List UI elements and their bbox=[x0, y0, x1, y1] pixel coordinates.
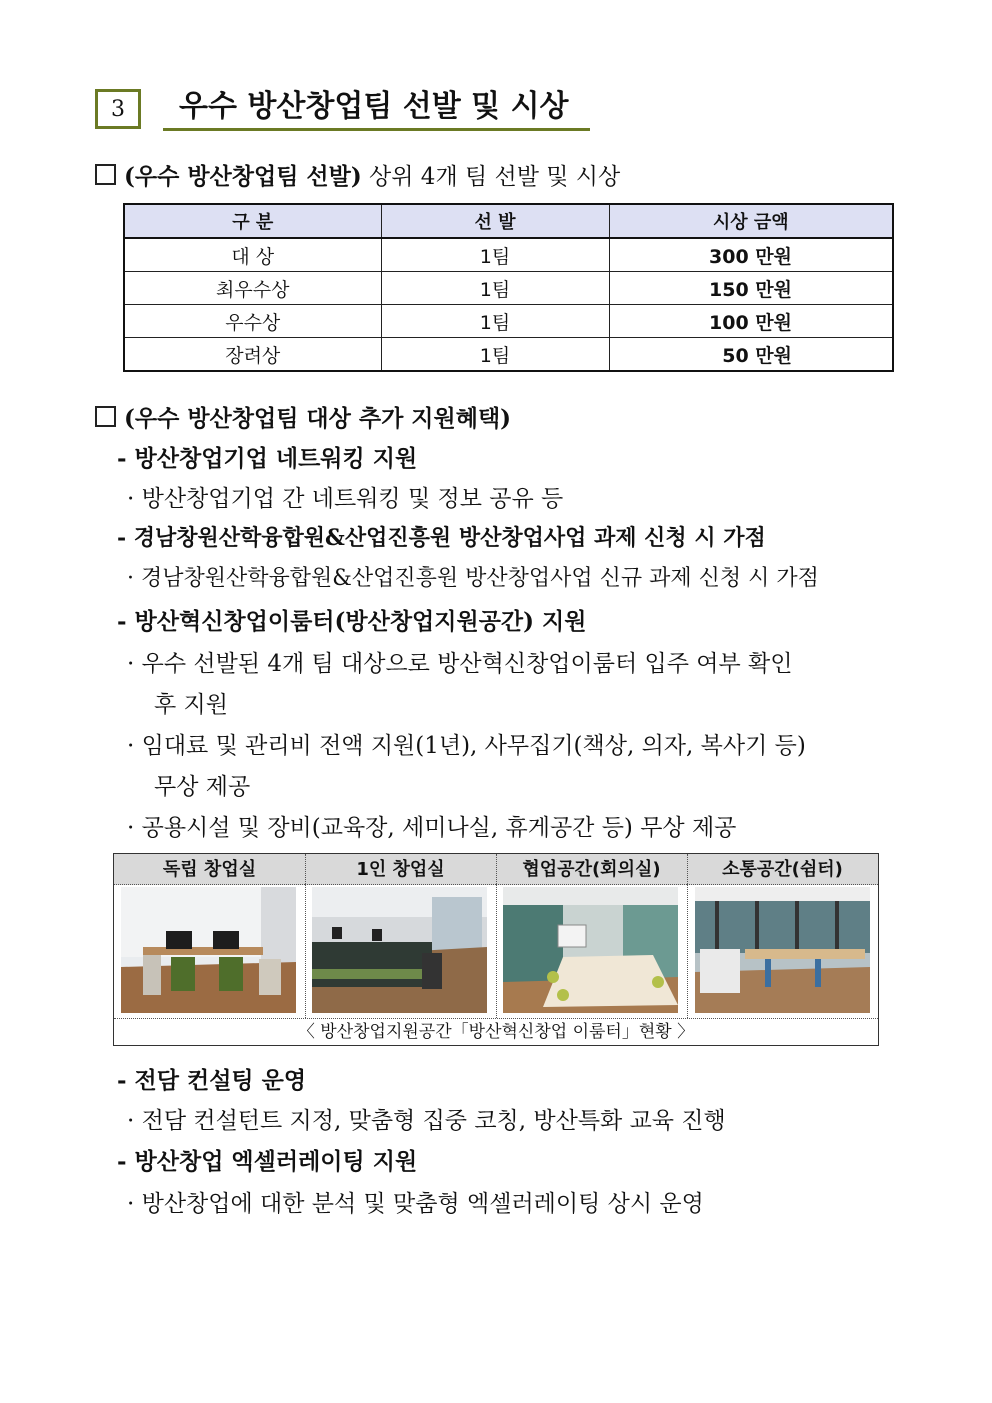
benefit-accelerating-bullet: · 방산창업에 대한 분석 및 맞춤형 엑셀러레이팅 상시 운영 bbox=[127, 1191, 704, 1217]
photo-header-single-office: 1인 창업실 bbox=[305, 854, 496, 885]
table-row bbox=[124, 338, 893, 372]
award-amount: 50 만원 bbox=[609, 338, 893, 372]
header-category: 구 분 bbox=[124, 204, 381, 238]
benefit-consulting-title: - 전담 컨설팅 운영 bbox=[117, 1067, 307, 1094]
benefit-space-bullet2-line1: · 임대료 및 관리비 전액 지원(1년), 사무집기(책상, 의자, 복사기 등) bbox=[127, 733, 806, 759]
benefit-networking-title: - 방산창업기업 네트워킹 지원 bbox=[117, 445, 418, 472]
benefit-space-bullet3: · 공용시설 및 장비(교육장, 세미나실, 휴게공간 등) 무상 제공 bbox=[127, 815, 737, 841]
award-amount: 300 만원 bbox=[609, 238, 893, 272]
photo-header-meeting-room: 협업공간(회의실) bbox=[496, 854, 687, 885]
checkbox-square-icon bbox=[95, 164, 116, 185]
award-name: 대 상 bbox=[124, 238, 381, 272]
selection-heading-text: 상위 4개 팀 선발 및 시상 bbox=[361, 164, 621, 190]
award-teams: 1팀 bbox=[381, 338, 609, 372]
awards-header-row bbox=[124, 204, 893, 238]
photo-private-office bbox=[121, 887, 296, 1013]
award-teams: 1팀 bbox=[381, 238, 609, 272]
selection-heading bbox=[95, 158, 620, 191]
award-name: 최우수상 bbox=[124, 272, 381, 305]
benefits-heading-text: (우수 방산창업팀 대상 추가 지원혜택) bbox=[124, 405, 512, 432]
photo-header-private-office: 독립 창업실 bbox=[114, 854, 305, 885]
header-amount: 시상 금액 bbox=[609, 204, 893, 238]
selection-heading-bold: (우수 방산창업팀 선발) bbox=[124, 163, 362, 190]
table-row bbox=[124, 238, 893, 272]
awards-table bbox=[123, 203, 894, 372]
header-selection: 선 발 bbox=[381, 204, 609, 238]
benefit-bonus-title: - 경남창원산학융합원&산업진흥원 방산창업사업 과제 신청 시 가점 bbox=[117, 525, 766, 551]
benefit-space-bullet1-line1: · 우수 선발된 4개 팀 대상으로 방산혁신창업이룸터 입주 여부 확인 bbox=[127, 651, 793, 677]
award-amount: 150 만원 bbox=[609, 272, 893, 305]
photo-header-lounge: 소통공간(쉼터) bbox=[687, 854, 878, 885]
photo-lounge bbox=[695, 887, 870, 1013]
photo-single-office bbox=[312, 887, 487, 1013]
benefit-space-bullet2-line2: 무상 제공 bbox=[154, 774, 251, 800]
benefit-networking-bullet: · 방산창업기업 간 네트워킹 및 정보 공유 등 bbox=[127, 486, 564, 512]
benefit-consulting-bullet: · 전담 컨설턴트 지정, 맞춤형 집중 코칭, 방산특화 교육 진행 bbox=[127, 1108, 726, 1134]
benefit-accelerating-title: - 방산창업 엑셀러레이팅 지원 bbox=[117, 1148, 418, 1175]
award-name: 우수상 bbox=[124, 305, 381, 338]
photo-meeting-room bbox=[503, 887, 678, 1013]
table-row bbox=[124, 305, 893, 338]
award-amount: 100 만원 bbox=[609, 305, 893, 338]
award-teams: 1팀 bbox=[381, 305, 609, 338]
award-teams: 1팀 bbox=[381, 272, 609, 305]
benefit-space-title: - 방산혁신창업이룸터(방산창업지원공간) 지원 bbox=[117, 608, 587, 635]
benefits-heading bbox=[95, 400, 511, 433]
facility-photo-table bbox=[113, 853, 879, 1046]
checkbox-square-icon bbox=[95, 406, 116, 427]
section-title: 우수 방산창업팀 선발 및 시상 bbox=[163, 87, 590, 131]
benefit-space-bullet1-line2: 후 지원 bbox=[154, 692, 228, 718]
award-name: 장려상 bbox=[124, 338, 381, 372]
section-number: 3 bbox=[95, 89, 141, 129]
photo-caption: 〈 방산창업지원공간「방산혁신창업 이룸터」현황 〉 bbox=[114, 1018, 878, 1046]
table-row bbox=[124, 272, 893, 305]
benefit-bonus-bullet: · 경남창원산학융합원&산업진흥원 방산창업사업 신규 과제 신청 시 가점 bbox=[127, 566, 819, 591]
